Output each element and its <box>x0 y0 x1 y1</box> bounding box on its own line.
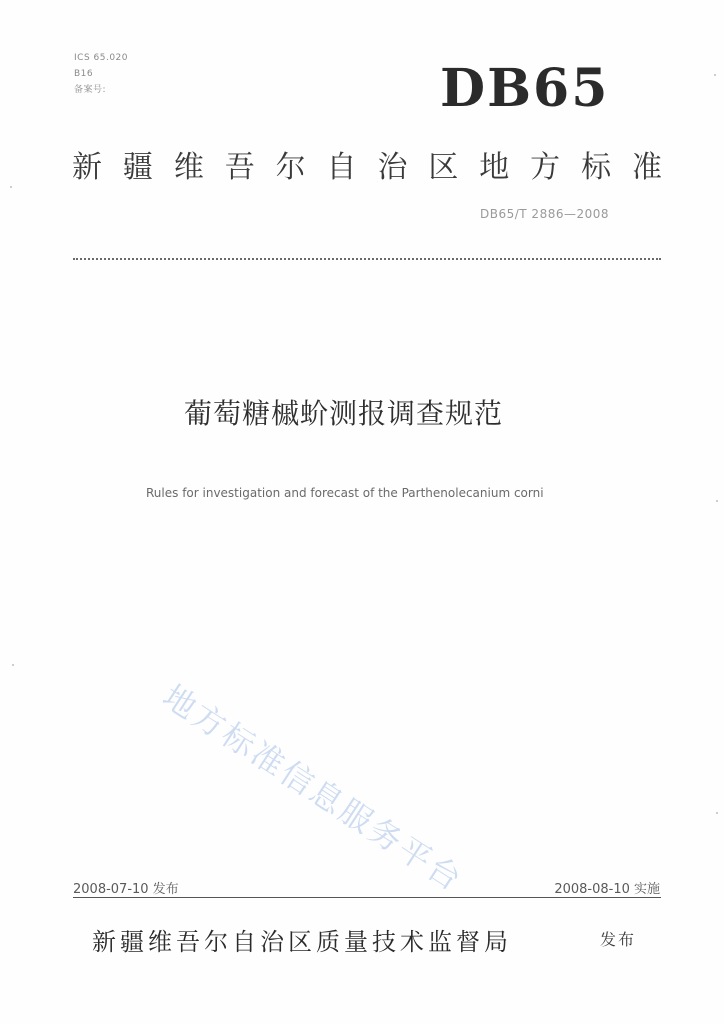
issuing-suffix: 发布 <box>600 930 637 949</box>
watermark-text: 地方标准信息服务平台 <box>156 677 471 900</box>
region-standard-title <box>72 142 662 186</box>
region-title-char: 准 <box>631 150 662 185</box>
region-title-char: 尔 <box>275 150 306 185</box>
region-title-char: 新 <box>72 150 102 185</box>
header-divider <box>73 258 661 260</box>
scan-speck <box>716 500 718 502</box>
standard-logo: DB65 <box>440 58 610 119</box>
record-number-label: 备案号: <box>74 85 107 95</box>
implementation-date: 2008-08-10 实施 <box>554 882 660 897</box>
footer-divider <box>73 897 661 898</box>
region-title-char: 区 <box>428 150 459 185</box>
standard-number: DB65/T 2886—2008 <box>480 207 610 221</box>
region-title-char: 吾 <box>224 150 255 185</box>
region-title-char: 疆 <box>122 150 153 185</box>
region-title-char: 维 <box>173 150 204 185</box>
issue-date: 2008-07-10 发布 <box>73 882 179 897</box>
scan-speck <box>716 812 718 814</box>
document-title-cn: 葡萄糖槭蚧测报调查规范 <box>184 397 504 430</box>
region-title-char: 方 <box>530 150 561 185</box>
scan-speck <box>714 74 716 76</box>
ccs-code: B16 <box>74 69 94 79</box>
region-title-char: 治 <box>377 150 408 185</box>
region-title-char: 自 <box>326 150 357 185</box>
scan-speck <box>10 186 12 188</box>
region-title-char: 标 <box>581 150 612 185</box>
ics-code: ICS 65.020 <box>74 53 129 63</box>
issuing-authority: 新疆维吾尔自治区质量技术监督局 <box>92 928 512 956</box>
document-title-en: Rules for investigation and forecast of the Parthenolecanium corni <box>146 486 544 500</box>
region-title-char: 地 <box>479 150 510 185</box>
scan-speck <box>12 664 14 666</box>
